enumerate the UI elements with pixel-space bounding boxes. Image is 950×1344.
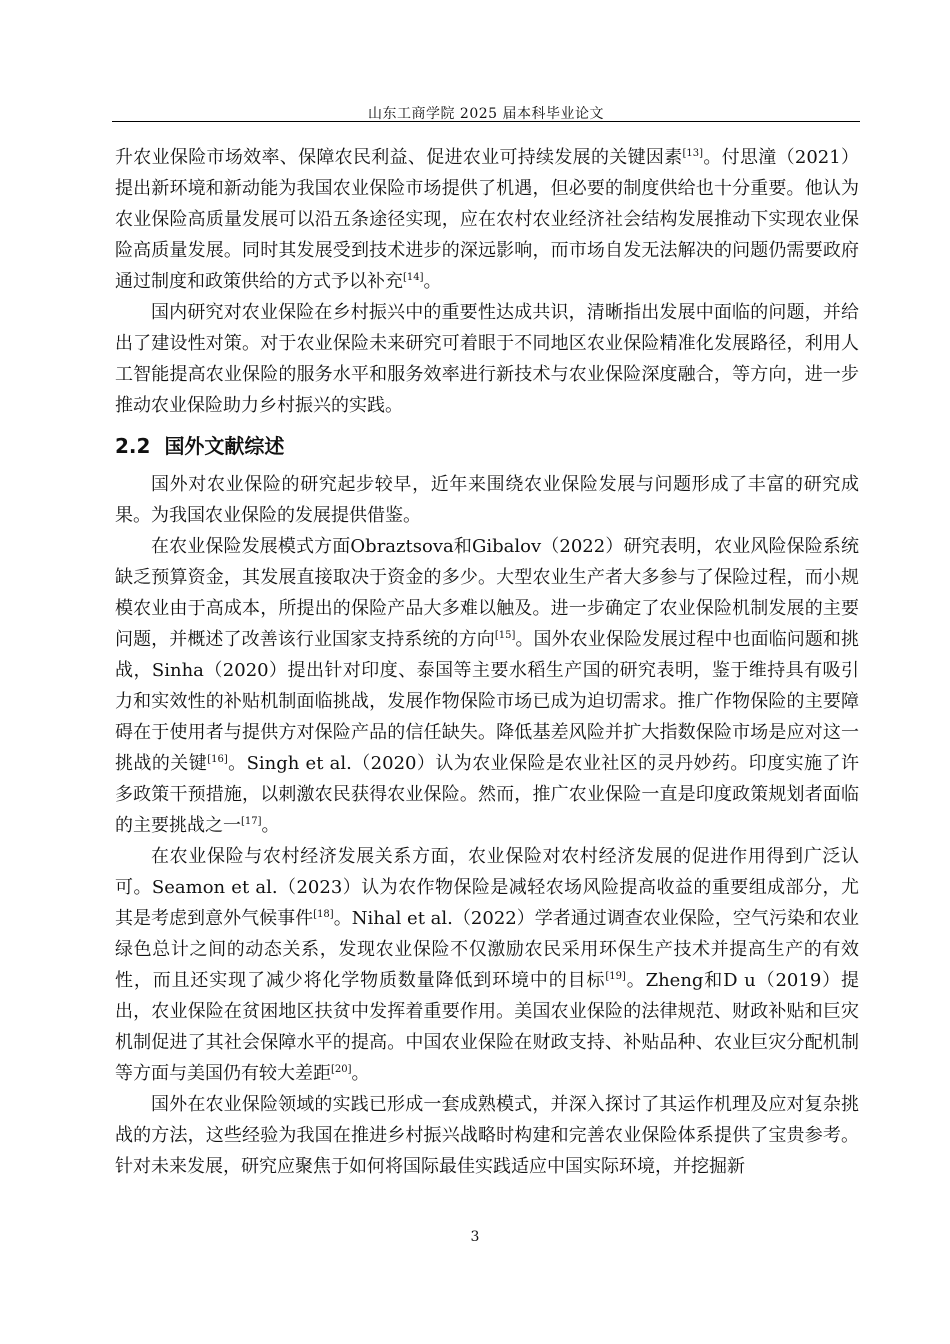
citation-ref: [20] [331,1064,352,1075]
section-heading [115,431,859,461]
running-header: 山东工商学院 2025 届本科毕业论文 [367,106,605,122]
page-number: 3 [470,1229,480,1245]
paragraph-4-text-d: 。 [261,815,280,836]
header-rule [112,121,860,122]
paragraph-4 [115,531,859,841]
paragraph-5-text-d: 。 [351,1063,370,1084]
citation-ref: [15] [494,630,516,641]
paragraph-2: 国内研究对农业保险在乡村振兴中的重要性达成共识，清晰指出发展中面临的问题，并给出了建设性对策。对于农业保险未来研究可着眼于不同地区农业保险精准化发展路径，利用人工智能提高农业保险的服务水平和服务效率进行新技术与农业保险深度融合，等方向，进一步推动农业保险助力乡村振兴的实践。 [115,302,859,416]
paragraph-4-text-c: 。Singh et al.（2020）认为农业保险是农业社区的灵丹妙药。印度实施了许多政策干预措施，以刺激农民获得农业保险。然而，推广农业保险一直是印度政策规划者面临的主要挑战之一 [115,753,859,836]
paragraph-5-text-b: 。Nihal et al.（2022）学者通过调查农业保险，空气污染和农业绿色总计之间的动态关系，发现农业保险不仅激励农民采用环保生产技术并提高生产的有效性，而且还实现了减少将化学物质数量降低到环境中的目标 [115,908,860,991]
body-text [115,142,859,1182]
section-title: 国外文献综述 [164,434,285,458]
citation-ref: [16] [207,754,228,765]
paragraph-5-text-c: 。Zheng和D u（2019）提出，农业保险在贫困地区扶贫中发挥着重要作用。美国农业保险的法律规范、财政补贴和巨灾机制促进了其社会保障水平的提高。中国农业保险在财政支持、补贴品种、农业巨灾分配机制等方面与美国仍有较大差距 [115,970,860,1084]
paragraph-1-text-b: 。付思潼（2021）提出新环境和新动能为我国农业保险市场提供了机遇，但必要的制度供给也十分重要。他认为农业保险高质量发展可以沿五条途径实现，应在农村农业经济社会结构发展推动下实现农业保险高质量发展。同时其发展受到技术进步的深远影响，而市场自发无法解决的问题仍需要政府通过制度和政策供给的方式予以补充 [115,147,860,292]
paragraph-5-text-a: 在农业保险与农村经济发展关系方面，农业保险对农村经济发展的促进作用得到广泛认可。Seamon et al.（2023）认为农作物保险是减轻农场风险提高收益的重要组成部分，尤其是考虑到意外气候事件 [115,846,859,929]
citation-ref: [14] [403,272,424,283]
section-number: 2.2 [115,434,151,458]
paragraph-4-text-b: 。国外农业保险发展过程中也面临问题和挑战，Sinha（2020）提出针对印度、泰国等主要水稻生产国的研究表明，鉴于维持具有吸引力和实效性的补贴机制面临挑战，发展作物保险市场已成为迫切需求。推广作物保险的主要障碍在于使用者与提供方对保险产品的信任缺失。降低基差风险并扩大指数保险市场是应对这一挑战的关键 [115,629,860,774]
paragraph-1 [115,142,859,297]
citation-ref: [19] [605,971,626,982]
citation-ref: [13] [682,148,704,159]
paragraph-4-text-a: 在农业保险发展模式方面Obraztsova和Gibalov（2022）研究表明，农业风险保险系统缺乏预算资金，其发展直接取决于资金的多少。大型农业生产者大多参与了保险过程，而小规模农业由于高成本，所提出的保险产品大多难以触及。进一步确定了农业保险机制发展的主要问题，并概述了改善该行业国家支持系统的方向 [115,536,859,650]
paragraph-1-text-c: 。 [423,271,442,292]
paragraph-1-text-a: 升农业保险市场效率、保障农民利益、促进农业可持续发展的关键因素 [115,147,683,168]
paragraph-5 [115,841,859,1089]
paragraph-3: 国外对农业保险的研究起步较早，近年来围绕农业保险发展与问题形成了丰富的研究成果。为我国农业保险的发展提供借鉴。 [115,474,859,526]
citation-ref: [18] [313,909,334,920]
citation-ref: [17] [241,816,262,827]
paragraph-6: 国外在农业保险领域的实践已形成一套成熟模式，并深入探讨了其运作机理及应对复杂挑战的方法，这些经验为我国在推进乡村振兴战略时构建和完善农业保险体系提供了宝贵参考。针对未来发展，研究应聚焦于如何将国际最佳实践适应中国实际环境，并挖掘新 [115,1094,859,1177]
